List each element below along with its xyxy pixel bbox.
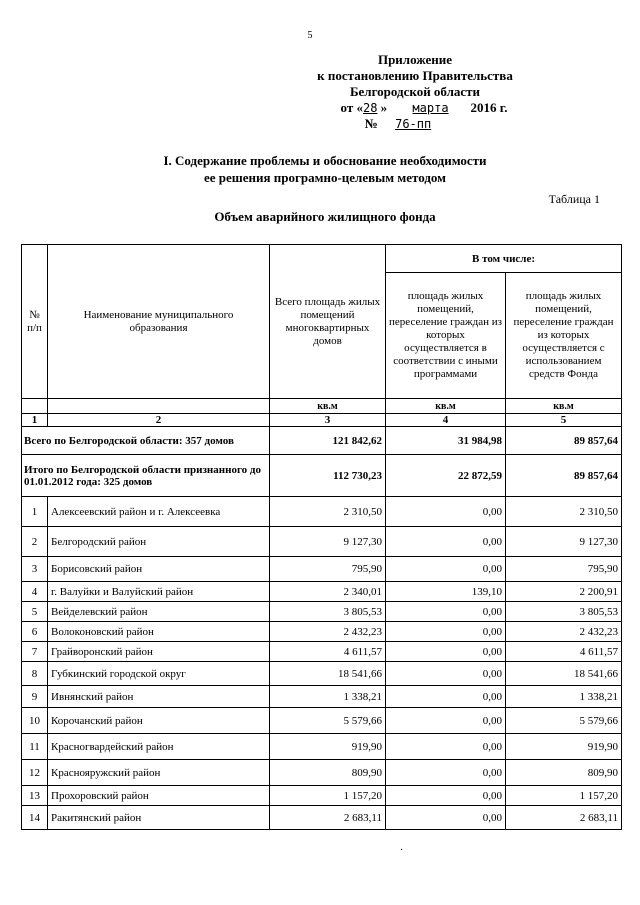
row-other-programs: 0,00 <box>386 527 506 557</box>
row-district-name: Белгородский район <box>48 527 270 557</box>
row-district-name: Корочанский район <box>48 708 270 734</box>
table-row <box>22 806 622 830</box>
row-total: 2 340,01 <box>270 582 386 602</box>
page-number: 5 <box>307 30 313 41</box>
appendix-date <box>290 100 540 116</box>
header-other-programs: площадь жилых помещений, переселение граждан из которых осуществляется в соответствии с иными программами <box>386 273 506 399</box>
table-row <box>22 786 622 806</box>
row-total: 795,90 <box>270 557 386 582</box>
header-including: В том числе: <box>386 245 622 273</box>
number-prefix: № <box>364 116 378 131</box>
row-fund: 9 127,30 <box>506 527 622 557</box>
row-total: 3 805,53 <box>270 602 386 622</box>
number-value: 76-пп <box>395 117 432 131</box>
column-number-4: 4 <box>386 414 506 427</box>
appendix-number <box>290 116 540 132</box>
row-fund: 919,90 <box>506 734 622 760</box>
row-total: 809,90 <box>270 760 386 786</box>
appendix-title: Приложение <box>377 52 453 67</box>
table-row <box>22 642 622 662</box>
row-total: 5 579,66 <box>270 708 386 734</box>
unit-total: кв.м <box>270 399 386 414</box>
unit-other: кв.м <box>386 399 506 414</box>
row-district-name: Ивнянский район <box>48 686 270 708</box>
row-other-programs: 0,00 <box>386 642 506 662</box>
column-number-5: 5 <box>506 414 622 427</box>
table-row <box>22 708 622 734</box>
district-rows <box>22 497 622 830</box>
table-label: Таблица 1 <box>548 192 600 206</box>
column-number-3: 3 <box>270 414 386 427</box>
table-row <box>22 760 622 786</box>
row-district-name: Алексеевский район и г. Алексеевка <box>48 497 270 527</box>
row-number: 4 <box>22 582 48 602</box>
date-year: 2016 г. <box>470 100 508 115</box>
date-prefix: от « <box>340 100 363 115</box>
table-row <box>22 734 622 760</box>
total-row-fund: 89 857,64 <box>506 427 622 455</box>
row-district-name: Грайворонский район <box>48 642 270 662</box>
table-row <box>22 662 622 686</box>
row-number: 13 <box>22 786 48 806</box>
row-fund: 5 579,66 <box>506 708 622 734</box>
date-month: марта <box>412 101 449 115</box>
unit-fund: кв.м <box>506 399 622 414</box>
section-title-line-2: ее решения програмно-целевым методом <box>203 170 447 185</box>
row-other-programs: 0,00 <box>386 806 506 830</box>
row-district-name: Прохоровский район <box>48 786 270 806</box>
table-row <box>22 686 622 708</box>
subtotal-row-total: 112 730,23 <box>270 455 386 497</box>
row-other-programs: 0,00 <box>386 622 506 642</box>
header-fund: площадь жилых помещений, переселение граждан из которых осуществляется с использованием средств Фонда <box>506 273 622 399</box>
row-number: 10 <box>22 708 48 734</box>
row-other-programs: 0,00 <box>386 708 506 734</box>
table-title: Объем аварийного жилищного фонда <box>214 209 436 224</box>
unit-empty-2 <box>48 399 270 414</box>
row-number: 8 <box>22 662 48 686</box>
date-day: 28 <box>362 101 378 115</box>
row-other-programs: 0,00 <box>386 734 506 760</box>
row-district-name: Борисовский район <box>48 557 270 582</box>
row-fund: 2 432,23 <box>506 622 622 642</box>
appendix-reference: к постановлению Правительства <box>317 68 513 83</box>
row-number: 7 <box>22 642 48 662</box>
row-other-programs: 0,00 <box>386 786 506 806</box>
column-number-1: 1 <box>22 414 48 427</box>
subtotal-row-other: 22 872,59 <box>386 455 506 497</box>
appendix-header <box>290 52 540 132</box>
row-number: 9 <box>22 686 48 708</box>
row-total: 4 611,57 <box>270 642 386 662</box>
section-title-line-1: I. Содержание проблемы и обоснование необходимости <box>163 153 487 168</box>
row-number: 2 <box>22 527 48 557</box>
total-row-other: 31 984,98 <box>386 427 506 455</box>
row-total: 9 127,30 <box>270 527 386 557</box>
row-number: 1 <box>22 497 48 527</box>
row-district-name: Губкинский городской округ <box>48 662 270 686</box>
row-total: 1 157,20 <box>270 786 386 806</box>
row-fund: 1 157,20 <box>506 786 622 806</box>
housing-fund-table <box>21 244 622 830</box>
row-district-name: Краснояружский район <box>48 760 270 786</box>
total-row-label: Всего по Белгородской области: 357 домов <box>22 427 270 455</box>
table-row <box>22 557 622 582</box>
header-name: Наименование муниципального образования <box>48 245 270 399</box>
row-number: 12 <box>22 760 48 786</box>
scan-mark: · <box>400 845 404 856</box>
row-other-programs: 0,00 <box>386 497 506 527</box>
appendix-region: Белгородской области <box>349 84 481 99</box>
row-fund: 4 611,57 <box>506 642 622 662</box>
row-fund: 809,90 <box>506 760 622 786</box>
subtotal-row-fund: 89 857,64 <box>506 455 622 497</box>
date-mid: » <box>380 100 388 115</box>
row-total: 18 541,66 <box>270 662 386 686</box>
header-total: Всего площадь жилых помещений многоквартирных домов <box>270 245 386 399</box>
row-total: 1 338,21 <box>270 686 386 708</box>
unit-empty-1 <box>22 399 48 414</box>
table-row <box>22 497 622 527</box>
section-title <box>90 152 560 186</box>
row-fund: 3 805,53 <box>506 602 622 622</box>
row-number: 14 <box>22 806 48 830</box>
row-other-programs: 0,00 <box>386 686 506 708</box>
column-number-2: 2 <box>48 414 270 427</box>
row-number: 5 <box>22 602 48 622</box>
row-district-name: Вейделевский район <box>48 602 270 622</box>
row-district-name: г. Валуйки и Валуйский район <box>48 582 270 602</box>
row-total: 2 310,50 <box>270 497 386 527</box>
row-fund: 2 310,50 <box>506 497 622 527</box>
row-other-programs: 139,10 <box>386 582 506 602</box>
row-fund: 2 200,91 <box>506 582 622 602</box>
row-district-name: Красногвардейский район <box>48 734 270 760</box>
row-fund: 2 683,11 <box>506 806 622 830</box>
row-other-programs: 0,00 <box>386 557 506 582</box>
row-other-programs: 0,00 <box>386 760 506 786</box>
row-fund: 795,90 <box>506 557 622 582</box>
table-row <box>22 602 622 622</box>
row-other-programs: 0,00 <box>386 602 506 622</box>
row-district-name: Волоконовский район <box>48 622 270 642</box>
row-number: 6 <box>22 622 48 642</box>
row-number: 3 <box>22 557 48 582</box>
row-other-programs: 0,00 <box>386 662 506 686</box>
subtotal-row-label: Итого по Белгородской области признанного до 01.01.2012 года: 325 домов <box>22 455 270 497</box>
table-row <box>22 527 622 557</box>
row-total: 919,90 <box>270 734 386 760</box>
row-total: 2 432,23 <box>270 622 386 642</box>
row-fund: 18 541,66 <box>506 662 622 686</box>
row-fund: 1 338,21 <box>506 686 622 708</box>
row-district-name: Ракитянский район <box>48 806 270 830</box>
table-row <box>22 582 622 602</box>
header-number: № п/п <box>22 245 48 399</box>
row-number: 11 <box>22 734 48 760</box>
total-row-total: 121 842,62 <box>270 427 386 455</box>
row-total: 2 683,11 <box>270 806 386 830</box>
table-row <box>22 622 622 642</box>
